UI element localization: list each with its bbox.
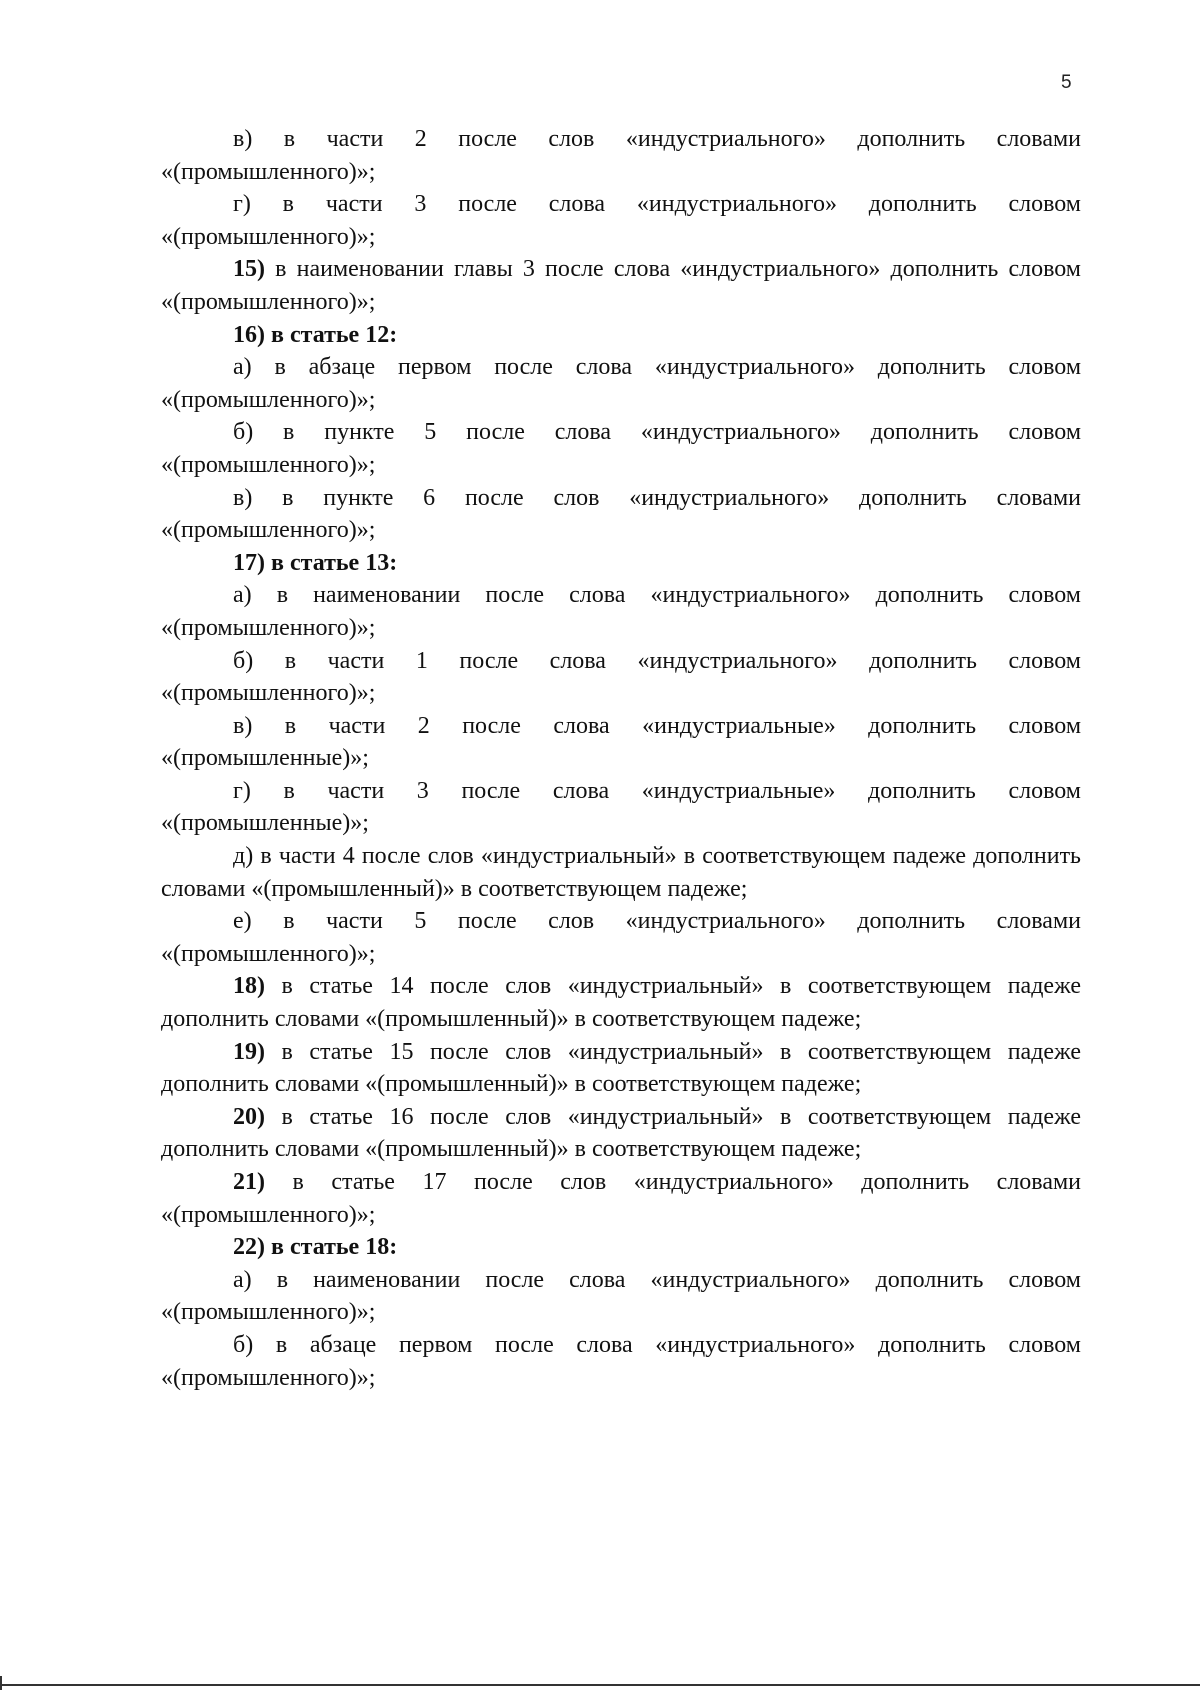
paragraph-item-21 — [161, 1166, 1081, 1231]
paragraph-text: в статье 16 после слов «индустриальный» в соответствующем падеже дополнить словами «(промышленный)» в соответствующем падеже; — [161, 1103, 1081, 1163]
paragraph-17-d — [161, 840, 1081, 905]
paragraph-item-18 — [161, 970, 1081, 1035]
paragraph-text: 16) в статье 12: — [233, 321, 398, 348]
scan-edge-line — [0, 1684, 1200, 1686]
paragraph-text: в статье 15 после слов «индустриальный» в соответствующем падеже дополнить словами «(промышленный)» в соответствующем падеже; — [161, 1038, 1081, 1098]
item-number: 21) — [233, 1169, 265, 1195]
paragraph-text: в статье 17 после слов «индустриального» дополнить словами «(промышленного)»; — [161, 1169, 1081, 1228]
paragraph-text: г) в части 3 после слова «индустриального» дополнить словом «(промышленного)»; — [161, 191, 1081, 250]
paragraph-item-15 — [161, 253, 1081, 318]
paragraph-text: а) в наименовании после слова «индустриального» дополнить словом «(промышленного)»; — [161, 1266, 1081, 1326]
paragraph-16-a — [161, 351, 1081, 416]
paragraph-13-v — [161, 123, 1081, 188]
paragraph-item-17-heading — [161, 547, 1081, 580]
document-body — [161, 123, 1081, 1394]
item-number: 19) — [233, 1038, 265, 1065]
paragraph-22-a — [161, 1264, 1081, 1329]
paragraph-17-v — [161, 710, 1081, 775]
paragraph-text: б) в части 1 после слова «индустриального» дополнить словом «(промышленного)»; — [161, 647, 1081, 707]
paragraph-17-e — [161, 905, 1081, 970]
item-number: 20) — [233, 1103, 265, 1130]
paragraph-text: в) в части 2 после слова «индустриальные» дополнить словом «(промышленные)»; — [161, 712, 1081, 772]
paragraph-text: г) в части 3 после слова «индустриальные» дополнить словом «(промышленные)»; — [161, 777, 1081, 837]
paragraph-text: в) в пункте 6 после слов «индустриального» дополнить словами «(промышленного)»; — [161, 484, 1081, 544]
paragraph-22-b — [161, 1329, 1081, 1394]
page-number: 5 — [1061, 72, 1072, 93]
paragraph-text: 22) в статье 18: — [233, 1234, 398, 1261]
paragraph-item-16-heading — [161, 319, 1081, 352]
paragraph-17-a — [161, 579, 1081, 644]
paragraph-text: в) в части 2 после слов «индустриального» дополнить словами «(промышленного)»; — [161, 126, 1081, 185]
paragraph-item-20 — [161, 1101, 1081, 1166]
scan-edge-tick — [0, 1676, 2, 1690]
paragraph-16-v — [161, 482, 1081, 547]
paragraph-text: а) в абзаце первом после слова «индустриального» дополнить словом «(промышленного)»; — [161, 354, 1081, 413]
paragraph-text: 17) в статье 13: — [233, 549, 398, 576]
paragraph-text: д) в части 4 после слов «индустриальный» в соответствующем падеже дополнить словами «(промышленный)» в соответствующем падеже; — [161, 843, 1081, 902]
paragraph-13-g — [161, 188, 1081, 253]
paragraph-item-22-heading — [161, 1231, 1081, 1264]
paragraph-text: б) в пункте 5 после слова «индустриального» дополнить словом «(промышленного)»; — [161, 419, 1081, 478]
paragraph-text: в статье 14 после слов «индустриальный» в соответствующем падеже дополнить словами «(промышленный)» в соответствующем падеже; — [161, 973, 1081, 1033]
paragraph-text: е) в части 5 после слов «индустриального» дополнить словами «(промышленного)»; — [161, 908, 1081, 967]
item-number: 15) — [233, 256, 265, 283]
paragraph-17-g — [161, 775, 1081, 840]
paragraph-text: а) в наименовании после слова «индустриального» дополнить словом «(промышленного)»; — [161, 582, 1081, 641]
paragraph-17-b — [161, 645, 1081, 710]
paragraph-text: б) в абзаце первом после слова «индустриального» дополнить словом «(промышленного)»; — [161, 1331, 1081, 1391]
paragraph-text: в наименовании главы 3 после слова «индустриального» дополнить словом «(промышленного)»; — [161, 256, 1081, 315]
paragraph-item-19 — [161, 1036, 1081, 1101]
paragraph-16-b — [161, 416, 1081, 481]
item-number: 18) — [233, 973, 265, 1000]
